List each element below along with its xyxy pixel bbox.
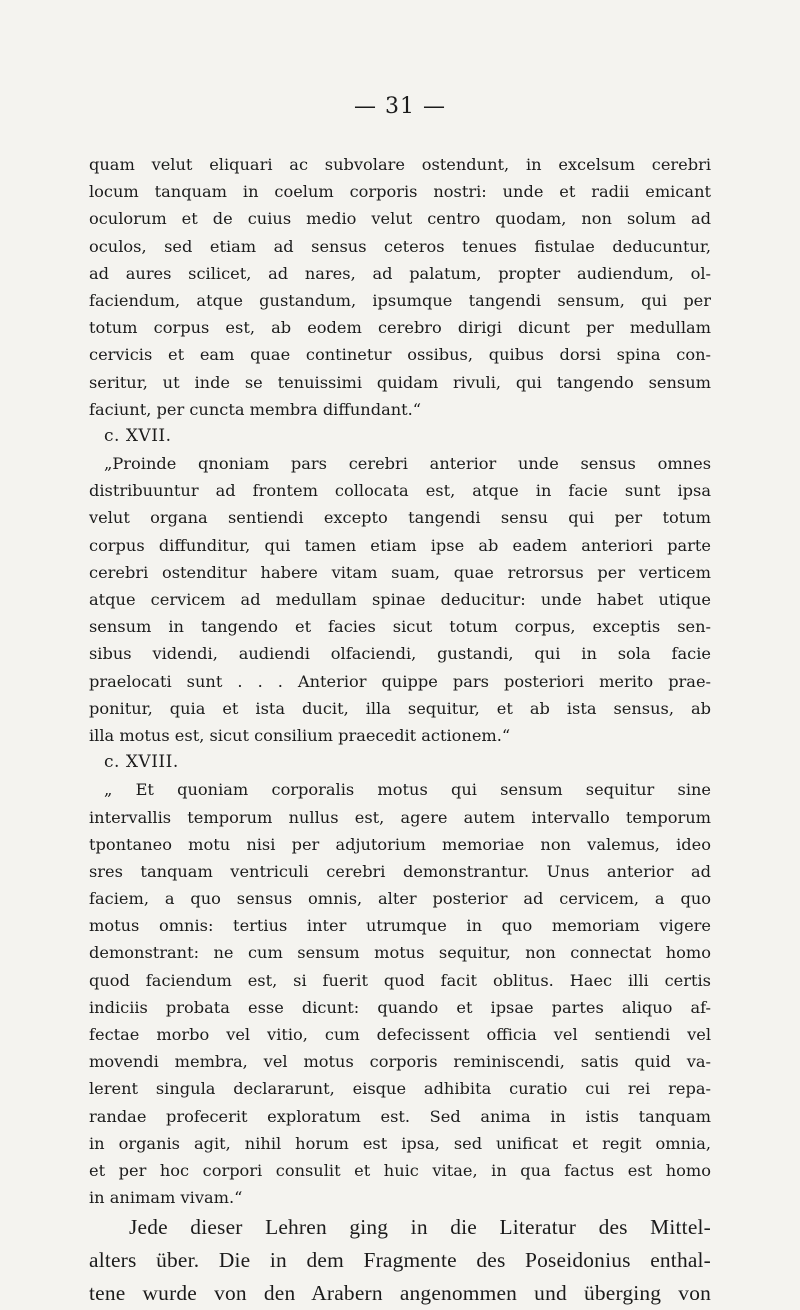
text-line: randae profecerit exploratum est. Sed anima in istis tanquam [89, 1106, 711, 1126]
text-line: praelocati sunt . . . Anterior quippe pars posteriori merito prae- [89, 671, 711, 691]
text-line: „Proinde qnoniam pars cerebri anterior unde sensus omnes [104, 454, 711, 474]
text-line: cervicis et eam quae continetur ossibus, quibus dorsi spina con- [89, 345, 711, 365]
text-line: fectae morbo vel vitio, cum defecissent officia vel sentiendi vel [89, 1025, 711, 1044]
text-line: sensum in tangendo et facies sicut totum corpus, exceptis sen- [89, 617, 711, 637]
text-line: oculorum et de cuius medio velut centro quodam, non solum ad [89, 209, 711, 229]
text-line: alters über. Die in dem Fragmente des Poseidonius enthal- [89, 1248, 711, 1273]
text-line: distribuuntur ad frontem collocata est, atque in facie sunt ipsa [89, 481, 711, 501]
text-line: faciem, a quo sensus omnis, alter posterior ad cervicem, a quo [89, 889, 711, 909]
text-line: intervallis temporum nullus est, agere autem intervallo temporum [89, 807, 711, 827]
text-line: sibus videndi, audiendi olfaciendi, gustandi, qui in sola facie [89, 644, 711, 664]
text-line: illa motus est, sicut consilium praecedit actionem.“ [89, 725, 511, 745]
text-line: „ Et quoniam corporalis motus qui sensum sequitur sine [104, 780, 711, 800]
text-line: ponitur, quia et ista ducit, illa sequitur, et ab ista sensus, ab [89, 698, 711, 718]
paragraph-1 [89, 151, 711, 423]
text-line: locum tanquam in coelum corporis nostri: unde et radii emicant [89, 182, 711, 202]
text-line: tene wurde von den Arabern angenommen und überging von [89, 1281, 711, 1306]
text-line: totum corpus est, ab eodem cerebro dirigi dicunt per medullam [89, 318, 711, 338]
text-line: et per hoc corpori consulit et huic vitae, in qua factus est homo [89, 1160, 711, 1180]
text-line: quod faciendum est, si fuerit quod facit oblitus. Haec illi certis [89, 970, 711, 990]
text-line: ad aures scilicet, ad nares, ad palatum, propter audiendum, ol- [89, 263, 711, 283]
chapter-heading: c. XVII. [104, 425, 172, 446]
text-line: movendi membra, vel motus corporis reminiscendi, satis quid va- [89, 1052, 711, 1072]
chapter-heading: c. XVIII. [104, 752, 179, 773]
text-line: corpus diffunditur, qui tamen etiam ipse ab eadem anteriori parte [89, 535, 711, 555]
paragraph-3 [89, 776, 711, 1211]
text-line: faciunt, per cuncta membra diffundant.“ [89, 399, 422, 419]
main-text [89, 151, 711, 1310]
text-line: in animam vivam.“ [89, 1188, 243, 1208]
text-line: in organis agit, nihil horum est ipsa, sed unificat et regit omnia, [89, 1133, 711, 1153]
text-line: Jede dieser Lehren ging in die Literatur des Mittel- [129, 1215, 711, 1240]
text-line: lerent singula declararunt, eisque adhibita curatio cui rei repa- [89, 1079, 711, 1099]
text-line: quam velut eliquari ac subvolare ostendunt, in excelsum cerebri [89, 155, 711, 174]
text-line: oculos, sed etiam ad sensus ceteros tenues fistulae deducuntur, [89, 236, 711, 256]
text-line: demonstrant: ne cum sensum motus sequitur, non connectat homo [89, 943, 711, 963]
text-line: velut organa sentiendi excepto tangendi sensu qui per totum [89, 508, 711, 528]
text-line: sres tanquam ventriculi cerebri demonstrantur. Unus anterior ad [89, 861, 711, 881]
german-paragraph [89, 1211, 711, 1310]
paragraph-2 [89, 450, 711, 749]
text-line: motus omnis: tertius inter utrumque in quo memoriam vigere [89, 916, 711, 936]
text-line: tpontaneo motu nisi per adjutorium memoriae non valemus, ideo [89, 834, 711, 854]
text-line: cerebri ostenditur habere vitam suam, quae retrorsus per verticem [89, 562, 711, 582]
page-number: — 31 — [354, 94, 446, 119]
text-line: seritur, ut inde se tenuissimi quidam rivuli, qui tangendo sensum [89, 372, 711, 392]
text-line: faciendum, atque gustandum, ipsumque tangendi sensum, qui per [89, 290, 711, 310]
text-line: atque cervicem ad medullam spinae deducitur: unde habet utique [89, 590, 711, 609]
text-line: indiciis probata esse dicunt: quando et ipsae partes aliquo af- [89, 997, 711, 1017]
